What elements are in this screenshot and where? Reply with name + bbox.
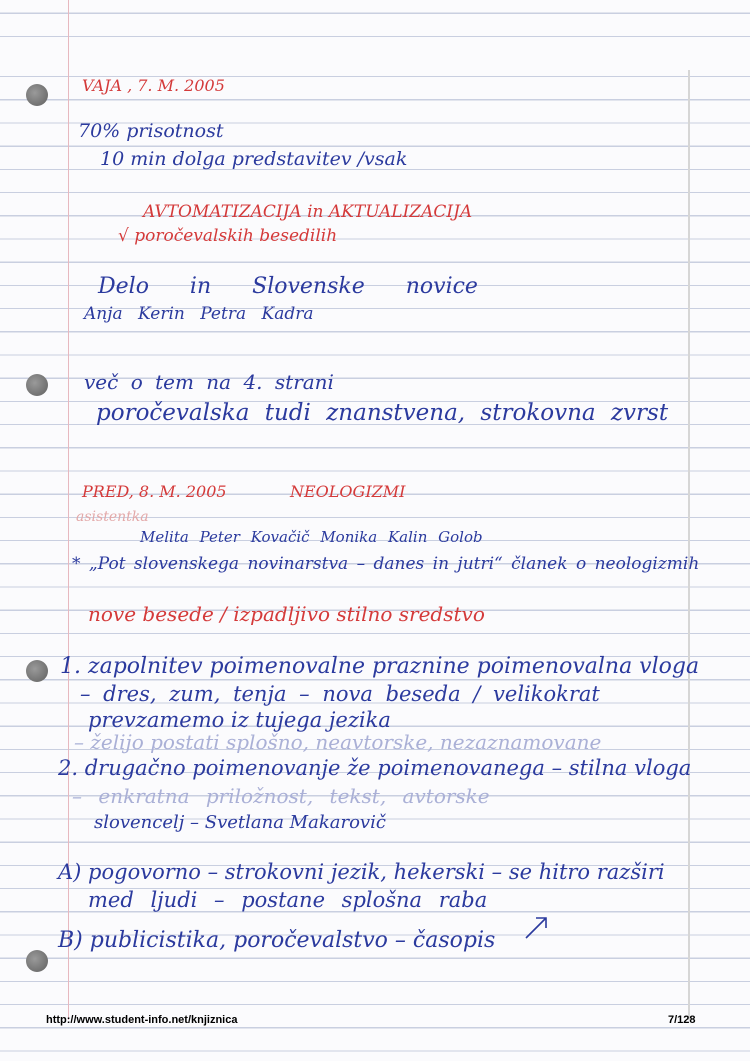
note-line: 1. zapolnitev poimenovalne praznine poimenovalna vloga [60,654,700,679]
topic-subheading: √ poročevalskih besedilih [118,226,338,246]
note-line: * „Pot slovenskega novinarstva – danes in jutri“ članek o neologizmih [72,554,700,574]
topic-heading: NEOLOGIZMI [290,482,406,501]
punch-hole [26,84,48,106]
note-line: 10 min dolga predstavitev /vsak [100,148,408,170]
note-line: asistentka [76,509,149,525]
date-heading: VAJA , 7. M. 2005 [82,76,225,95]
note-line: – enkratna priložnost, tekst, avtorske [72,784,490,808]
right-margin-line [688,70,690,1020]
note-line: – dres, zum, tenja – nova beseda / velikokrat [80,682,600,706]
footer-url: http://www.student-info.net/knjiznica [46,1014,238,1026]
note-line: med ljudi – postane splošna raba [88,888,488,912]
note-line: več o tem na 4. strani [84,370,334,394]
note-line: 70% prisotnost [78,120,224,142]
arrow-up-icon [522,912,552,940]
note-line: – želijo postati splošno, neavtorske, nezaznamovane [74,730,602,754]
note-line: poročevalska tudi znanstvena, strokovna zvrst [96,400,669,426]
punch-hole [26,950,48,972]
page-number: 7/128 [668,1014,696,1026]
note-line: nove besede / izpadljivo stilno sredstvo [88,602,485,626]
note-line: B) publicistika, poročevalstvo – časopis [58,928,496,953]
note-line: Delo in Slovenske novice [98,274,478,299]
note-line: A) pogovorno – strokovni jezik, hekerski – se hitro razširi [58,860,665,884]
note-line: Melita Peter Kovačič Monika Kalin Golob [140,528,483,546]
date-heading: PRED, 8. M. 2005 [82,482,227,501]
note-line: slovencelj – Svetlana Makarovič [94,812,386,833]
note-line: 2. drugačno poimenovanje že poimenovanega – stilna vloga [58,756,692,780]
punch-hole [26,660,48,682]
punch-hole [26,374,48,396]
topic-heading: AVTOMATIZACIJA in AKTUALIZACIJA [143,202,473,222]
note-line: prevzamemo iz tujega jezika [88,708,391,732]
note-line: Anja Kerin Petra Kadra [84,304,314,324]
